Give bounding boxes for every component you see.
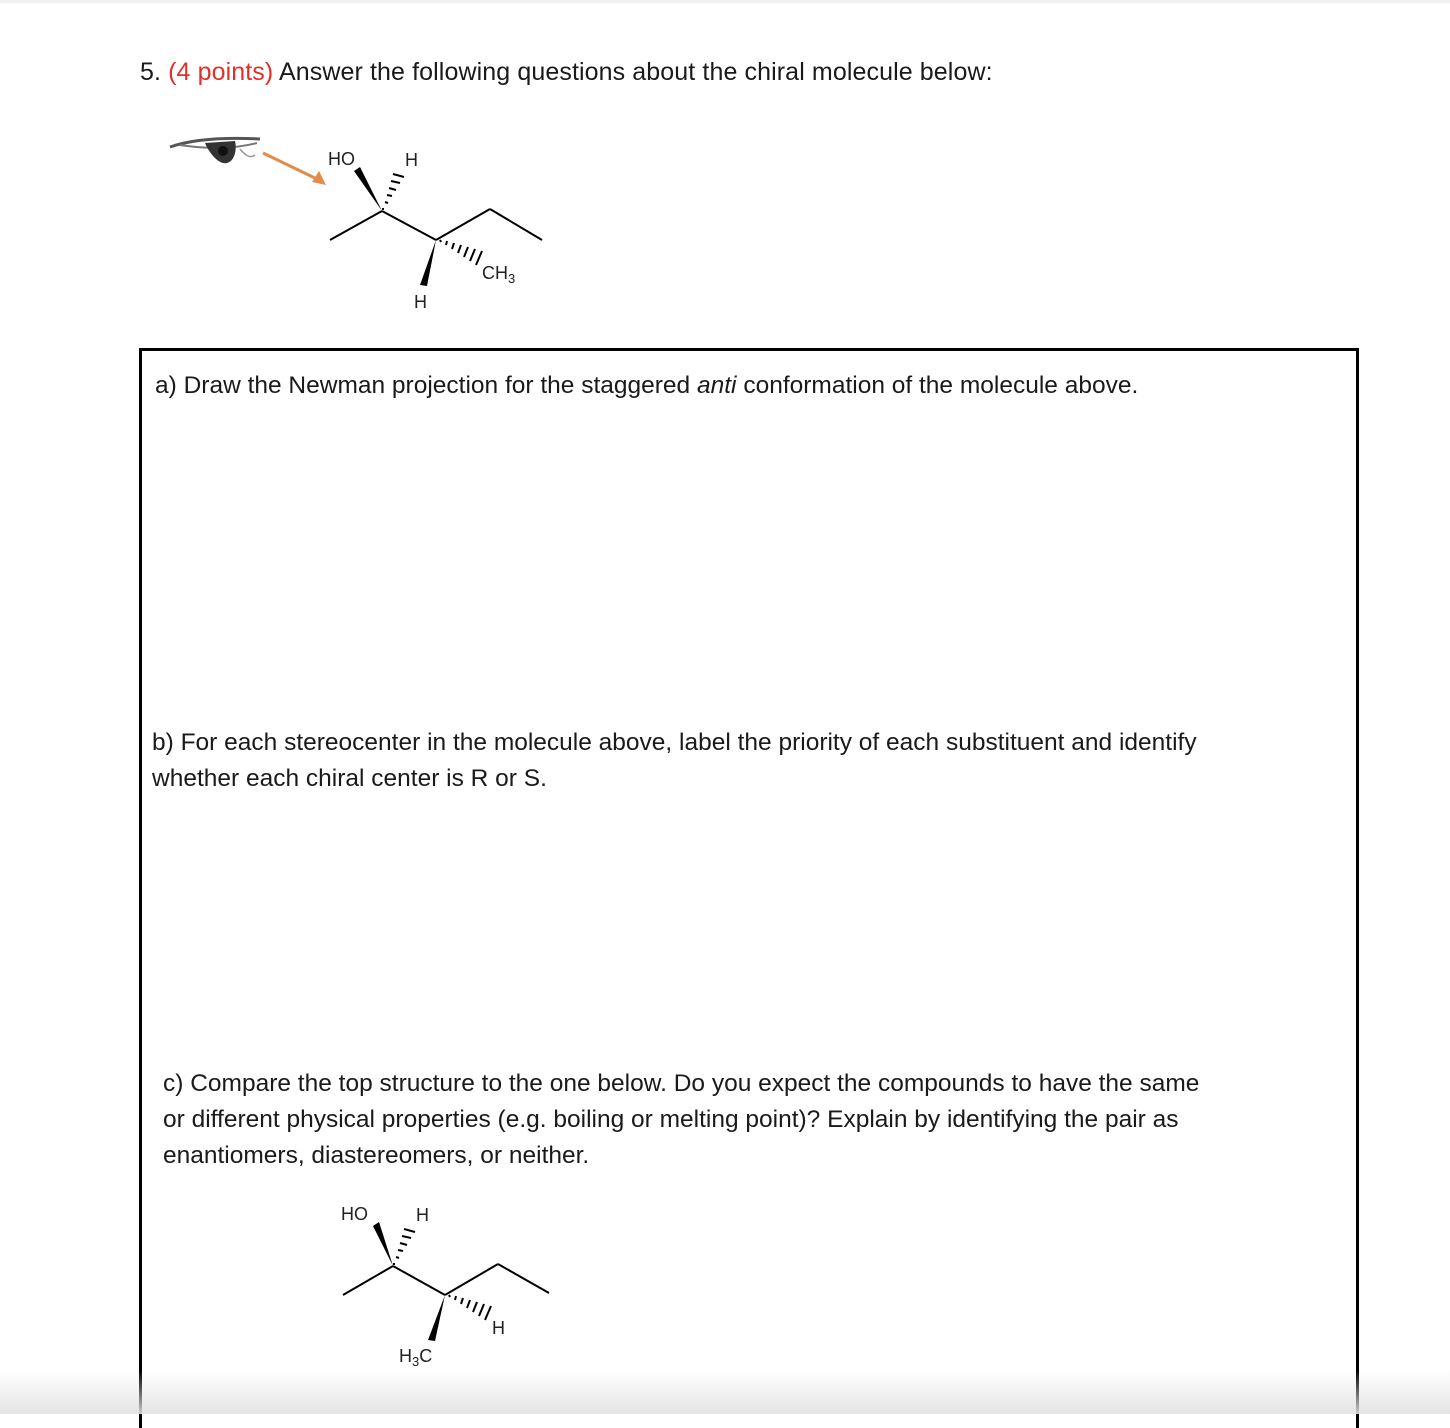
hash-bond [393, 1229, 415, 1264]
label-hydroxyl: HO [341, 1204, 368, 1224]
hash-bond [449, 1295, 491, 1320]
wedge-bond [428, 1295, 445, 1341]
part-c: c) Compare the top structure to the one below. Do you expect the compounds to have the same or different physical properties (e.g. boiling or melting point)? Explain by identifying the pair as enantiomers, diastereomers, or neither. [163, 1070, 1200, 1169]
eye-icon [165, 125, 340, 195]
top-border [0, 0, 1450, 3]
label-h-bottom: H [414, 292, 427, 312]
label-methyl: $CH_3$ [482, 263, 516, 286]
points-label: (4 points) [168, 58, 274, 86]
label-h-top: H [405, 150, 418, 170]
hash-bond [382, 174, 404, 209]
wedge-bond [373, 1222, 393, 1266]
label-methyl: $H_3C$ [399, 1346, 433, 1369]
part-b: b) For each stereocenter in the molecule above, label the priority of each substituent and identify whether each chiral center is R or S. [152, 729, 1197, 792]
question-number: 5. [140, 58, 162, 86]
part-a: a) Draw the Newman projection for the staggered anti conformation of the molecule above. [155, 372, 1139, 399]
question-prompt: Answer the following questions about the chiral molecule below: [279, 58, 993, 86]
wedge-bond [420, 240, 436, 286]
label-hydroxyl: HO [328, 149, 355, 169]
question-header [140, 58, 993, 87]
molecule-bottom [335, 1200, 565, 1370]
molecule-top [320, 145, 555, 315]
wedge-bond [354, 167, 382, 211]
anti-italic: anti [697, 372, 737, 399]
label-h-top: H [416, 1205, 429, 1225]
answer-box [139, 348, 1359, 1428]
label-h-right: H [492, 1318, 505, 1338]
hash-bond [440, 240, 482, 265]
